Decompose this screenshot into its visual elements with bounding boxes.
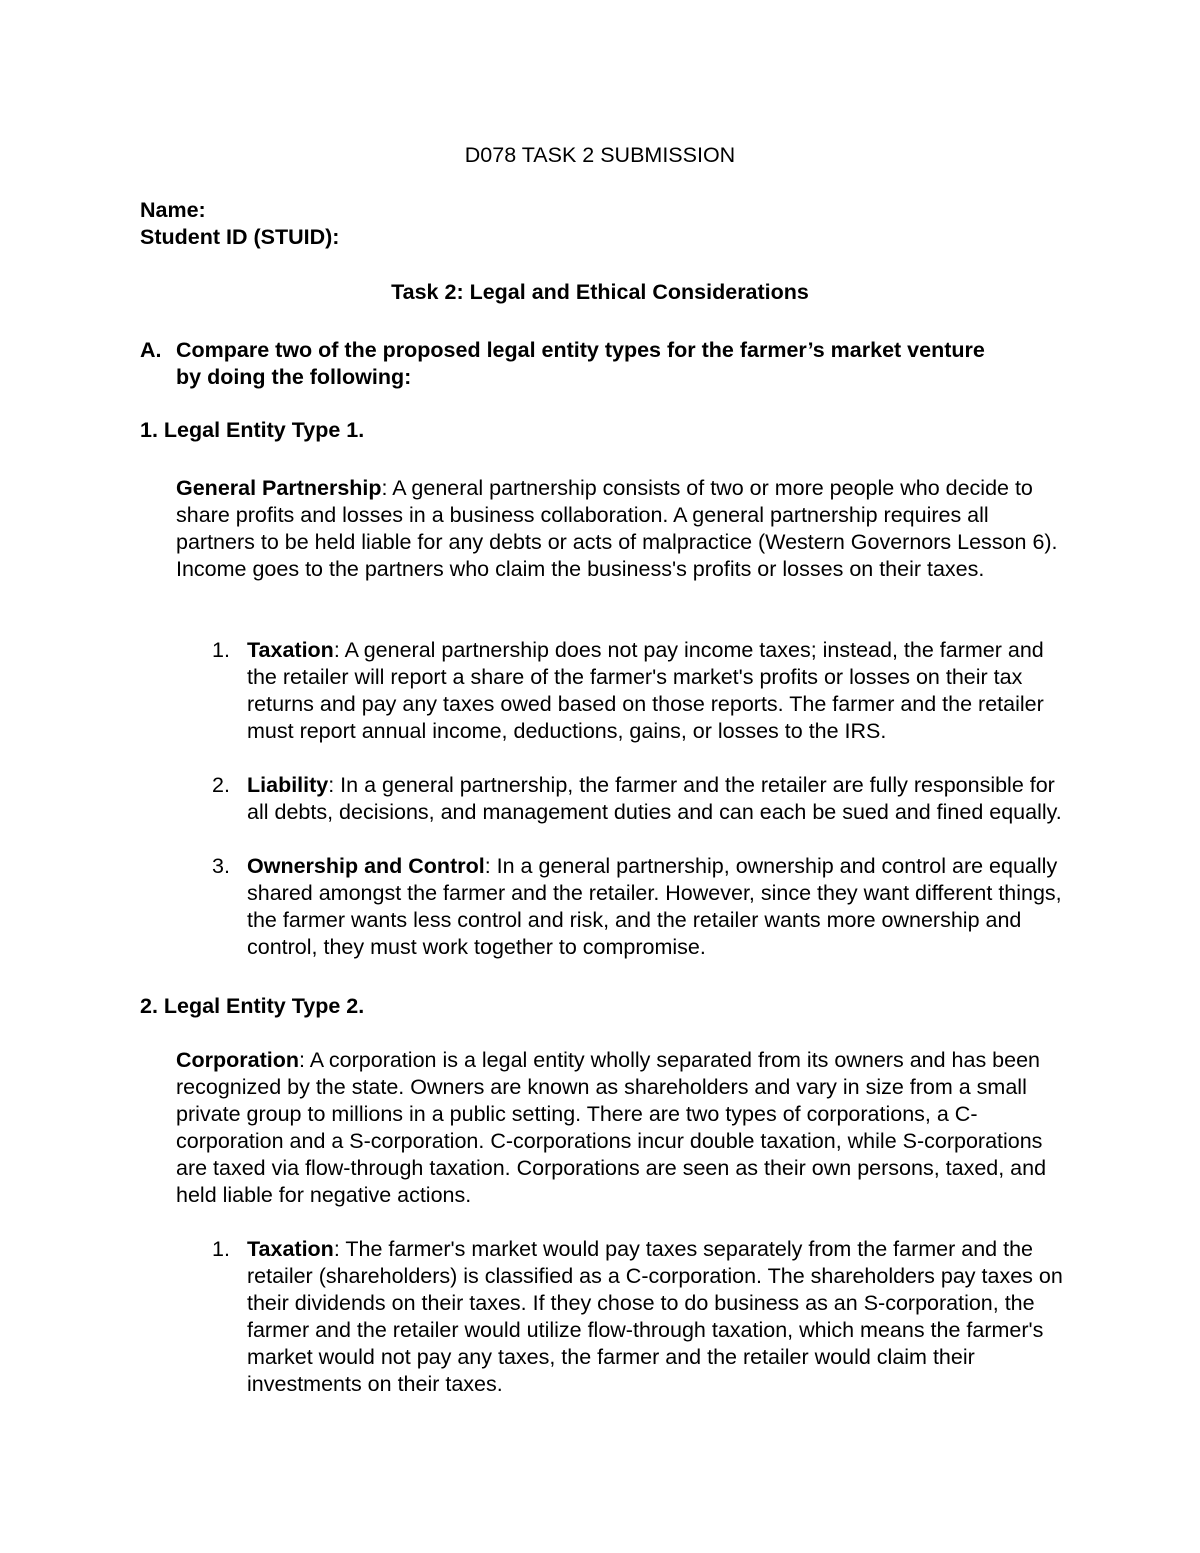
list-term: Liability (247, 773, 329, 797)
entity1-heading: 1. Legal Entity Type 1. (140, 418, 365, 442)
entity2-description: : A corporation is a legal entity wholly separated from its owners and has been recognized by the state. Owners are known as shareholders and vary in size from a small private group to millions in a public setting. There are two types of corporations, a C-corporation and a S-corporation. C-corporations incur double taxation, while S-corporations are taxed via flow-through taxation. Corporations are seen as their own persons, taxed, and held liable for negative actions. (176, 1048, 1047, 1207)
section-a-marker: A. (140, 338, 162, 362)
entity1-description: : A general partnership consists of two or more people who decide to share profits and losses in a business collaboration. A general partnership requires all partners to be held liable for any debts or acts of malpractice (Western Governors Lesson 6). Income goes to the partners who claim the business's profits or losses on their taxes. (176, 476, 1058, 581)
list-body (247, 637, 1067, 745)
list-body (247, 772, 1067, 826)
document-title: D078 TASK 2 SUBMISSION (464, 143, 736, 167)
entity2-term: Corporation (176, 1048, 300, 1072)
entity1-paragraph (176, 475, 1061, 583)
list-number: 1. (212, 638, 230, 662)
list-text: : In a general partnership, ownership and control are equally shared amongst the farmer and the retailer. However, since they want different things, the farmer wants less control and risk, and the retailer wants more ownership and control, they must work together to compromise. (247, 854, 1062, 959)
entity1-term: General Partnership (176, 476, 382, 500)
list-term: Taxation (247, 638, 334, 662)
section-a-text: Compare two of the proposed legal entity types for the farmer’s market venture by doing the following: (176, 338, 985, 389)
student-id-label: Student ID (STUID): (140, 225, 340, 249)
list-body (247, 1236, 1067, 1398)
entity2-paragraph (176, 1047, 1061, 1209)
list-body (247, 853, 1067, 961)
entity2-heading: 2. Legal Entity Type 2. (140, 994, 365, 1018)
list-number: 3. (212, 854, 230, 878)
list-text: : In a general partnership, the farmer and the retailer are fully responsible for all debts, decisions, and management duties and can each be sued and fined equally. (247, 773, 1062, 824)
name-label: Name: (140, 198, 206, 222)
list-text: : The farmer's market would pay taxes separately from the farmer and the retailer (shareholders) is classified as a C-corporation. The shareholders pay taxes on their dividends on their taxes. If they chose to do business as an S-corporation, the farmer and the retailer would utilize flow-through taxation, which means the farmer's market would not pay any taxes, the farmer and the retailer would claim their investments on their taxes. (247, 1237, 1063, 1396)
list-number: 1. (212, 1237, 230, 1261)
list-term: Ownership and Control (247, 854, 485, 878)
task-heading: Task 2: Legal and Ethical Considerations (391, 280, 809, 304)
list-number: 2. (212, 773, 230, 797)
list-text: : A general partnership does not pay income taxes; instead, the farmer and the retailer will report a share of the farmer's market's profits or losses on their tax returns and pay any taxes owed based on those reports. The farmer and the retailer must report annual income, deductions, gains, or losses to the IRS. (247, 638, 1044, 743)
list-term: Taxation (247, 1237, 334, 1261)
